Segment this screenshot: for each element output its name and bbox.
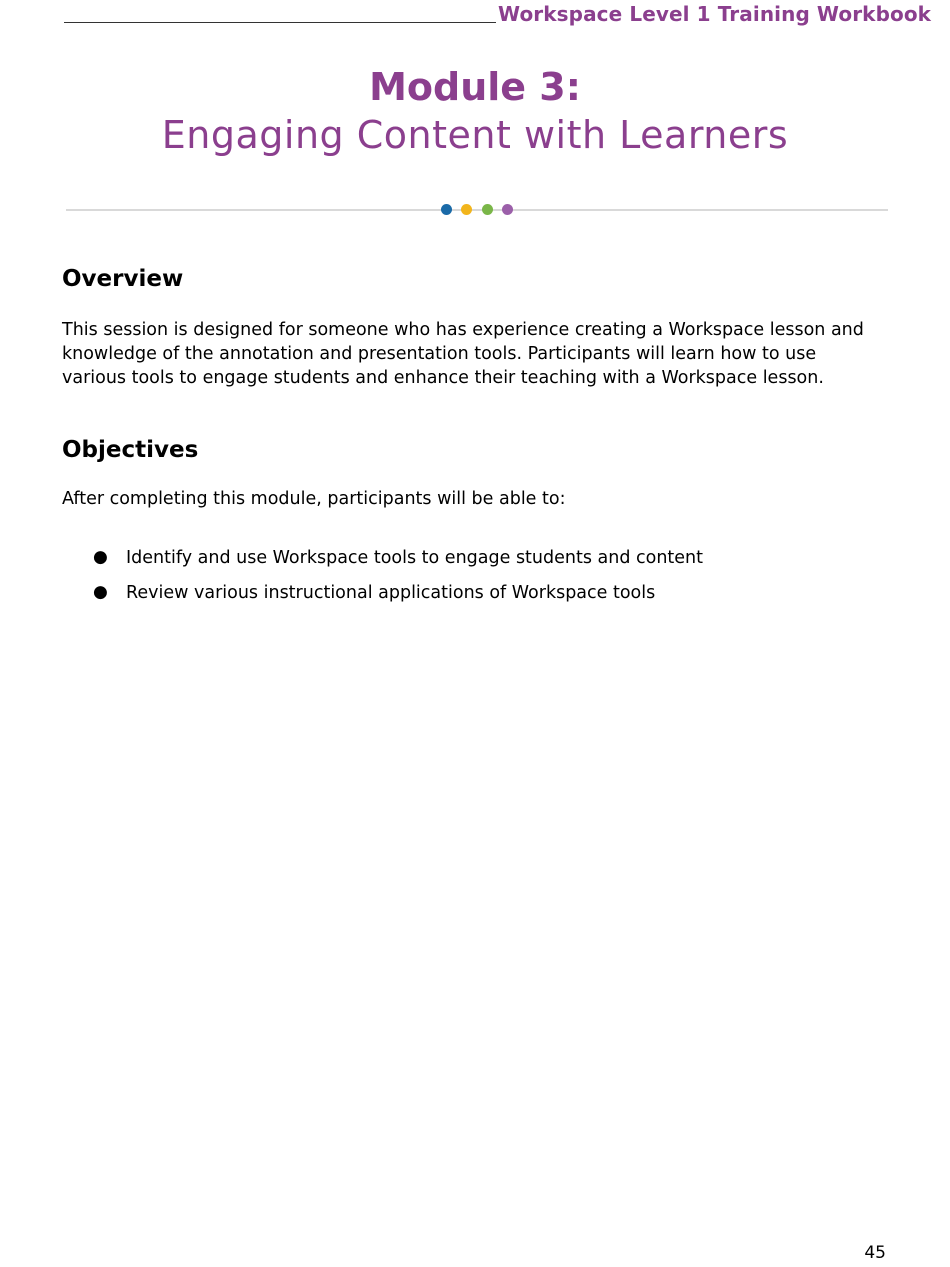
divider-line bbox=[66, 209, 888, 211]
divider-dot-purple bbox=[502, 204, 513, 215]
overview-heading: Overview bbox=[62, 266, 184, 292]
objectives-heading: Objectives bbox=[62, 437, 199, 463]
list-item bbox=[0, 579, 950, 614]
overview-body: This session is designed for someone who has experience creating a Workspace lesson and knowledge of the annotation and presentation tools. Participants will learn how to use various tools to engage students and enhance their teaching with a Workspace lesson. bbox=[62, 320, 864, 388]
bullet-icon: ● bbox=[93, 582, 108, 602]
objectives-list bbox=[0, 544, 950, 614]
header-rule bbox=[64, 22, 496, 23]
list-item-text: Identify and use Workspace tools to engage students and content bbox=[126, 548, 704, 568]
objectives-intro: After completing this module, participants will be able to: bbox=[62, 489, 566, 509]
header-title: Workspace Level 1 Training Workbook bbox=[498, 2, 932, 26]
divider-dot-green bbox=[482, 204, 493, 215]
decorative-divider bbox=[66, 198, 888, 222]
list-item bbox=[0, 544, 950, 579]
module-title: Module 3: bbox=[369, 65, 581, 109]
bullet-icon: ● bbox=[93, 547, 108, 567]
divider-dot-yellow bbox=[461, 204, 472, 215]
divider-dot-blue bbox=[441, 204, 452, 215]
list-item-text: Review various instructional applications of Workspace tools bbox=[126, 583, 656, 603]
module-subtitle: Engaging Content with Learners bbox=[161, 113, 789, 157]
page-number: 45 bbox=[864, 1243, 886, 1263]
